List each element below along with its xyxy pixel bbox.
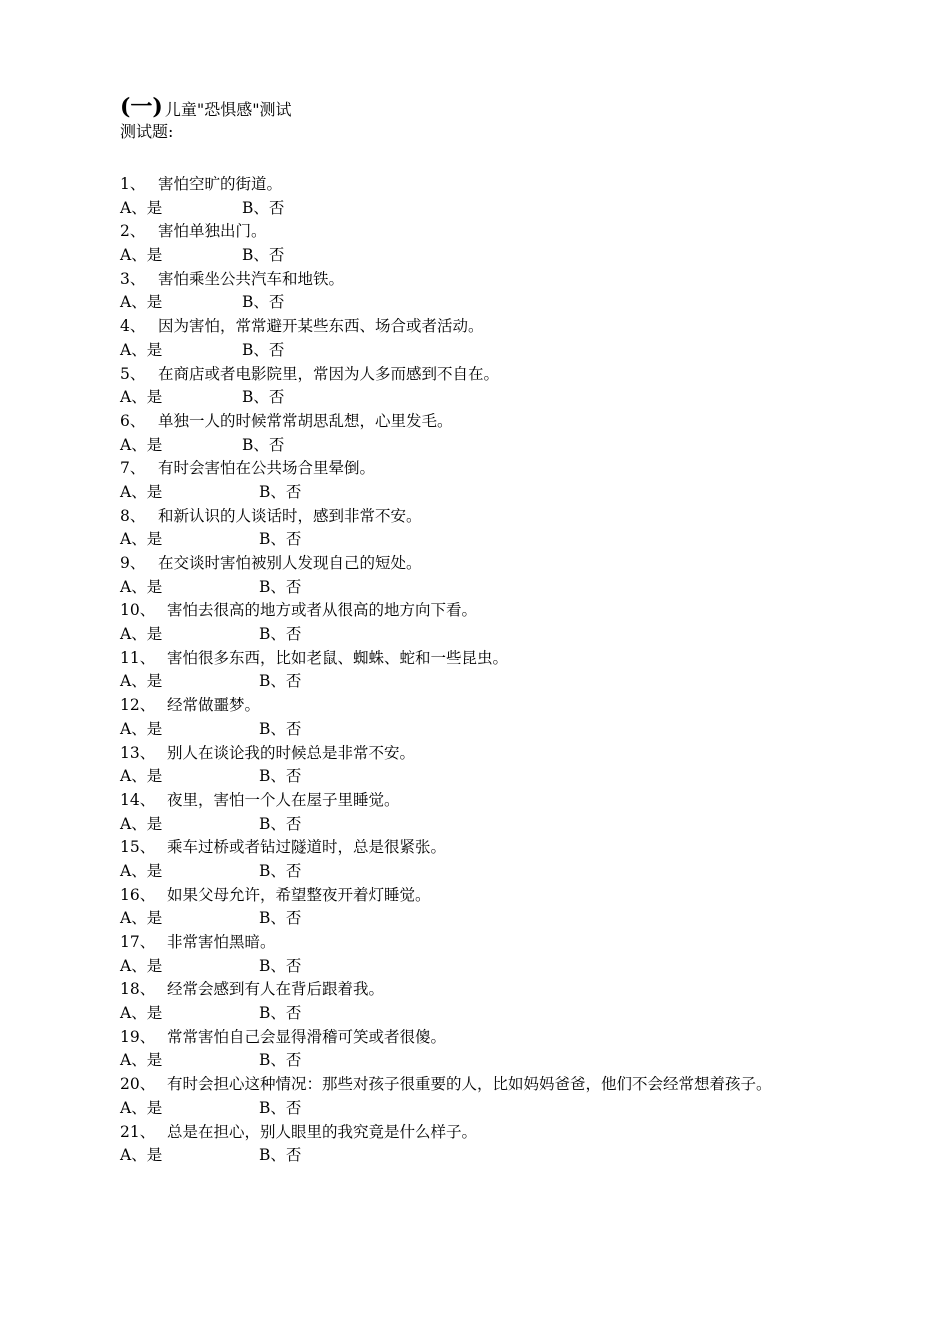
question-text: 夜里，害怕一个人在屋子里睡觉。 (167, 790, 400, 809)
option-b-no: B、否 (242, 340, 285, 359)
question-line (120, 220, 920, 244)
option-b-no: B、否 (259, 530, 302, 549)
option-b-no: B、否 (259, 1098, 302, 1117)
question-line (120, 457, 920, 481)
question-number: 11、 (120, 648, 156, 667)
option-a-yes: A、是 (120, 577, 163, 596)
answer-options (120, 528, 920, 552)
section-marker: (一) (120, 94, 163, 120)
question-line (120, 505, 920, 529)
document-content (120, 96, 920, 1168)
question-number: 9、 (120, 554, 146, 572)
question-list (120, 173, 920, 1168)
answer-options (120, 1097, 920, 1121)
option-b-no: B、否 (242, 435, 285, 454)
answer-options (120, 197, 920, 221)
option-a-yes: A、是 (120, 956, 163, 975)
option-b-no: B、否 (259, 482, 302, 501)
question-number: 6、 (120, 411, 146, 430)
question-line (120, 410, 920, 434)
answer-options (120, 244, 920, 268)
question-text: 非常害怕黑暗。 (167, 933, 276, 951)
option-b-no: B、否 (242, 198, 285, 217)
option-b-no: B、否 (259, 577, 302, 596)
question-line (120, 1073, 920, 1097)
option-a-yes: A、是 (120, 625, 163, 644)
option-b-no: B、否 (259, 719, 302, 738)
answer-options (120, 955, 920, 979)
option-a-yes: A、是 (120, 1004, 163, 1023)
question-line (120, 694, 920, 718)
question-number: 8、 (120, 506, 146, 525)
question-number: 18、 (120, 980, 156, 999)
question-line (120, 742, 920, 766)
question-number: 12、 (120, 696, 156, 715)
question-line (120, 931, 920, 955)
question-line (120, 884, 920, 908)
question-text: 害怕去很高的地方或者从很高的地方向下看。 (167, 601, 478, 620)
question-text: 有时会害怕在公共场合里晕倒。 (158, 459, 376, 478)
option-b-no: B、否 (259, 767, 302, 786)
option-b-no: B、否 (242, 388, 285, 407)
question-number: 10、 (120, 601, 156, 620)
question-line (120, 836, 920, 860)
question-line (120, 363, 920, 387)
section-subtitle: 测试题: (120, 122, 174, 141)
question-text: 经常会感到有人在背后跟着我。 (167, 980, 385, 999)
answer-options (120, 813, 920, 837)
question-number: 2、 (120, 222, 146, 241)
option-b-no: B、否 (259, 909, 302, 928)
question-line (120, 552, 920, 576)
option-b-no: B、否 (242, 293, 285, 312)
option-a-yes: A、是 (120, 814, 163, 833)
answer-options (120, 386, 920, 410)
option-b-no: B、否 (242, 246, 285, 265)
spacer (120, 144, 920, 173)
option-b-no: B、否 (259, 1004, 302, 1023)
question-text: 如果父母允许，希望整夜开着灯睡觉。 (167, 885, 431, 904)
option-a-yes: A、是 (120, 293, 163, 312)
option-a-yes: A、是 (120, 340, 163, 359)
answer-options (120, 670, 920, 694)
question-number: 1、 (120, 175, 146, 193)
question-line (120, 1121, 920, 1145)
question-number: 16、 (120, 885, 156, 904)
question-line (120, 315, 920, 339)
answer-options (120, 291, 920, 315)
heading-row (120, 96, 920, 120)
question-text: 乘车过桥或者钻过隧道时，总是很紧张。 (167, 838, 447, 857)
answer-options (120, 434, 920, 458)
question-number: 4、 (120, 317, 146, 336)
question-line (120, 173, 920, 197)
option-b-no: B、否 (259, 1146, 302, 1165)
question-number: 17、 (120, 933, 156, 951)
question-number: 14、 (120, 790, 156, 809)
option-b-no: B、否 (259, 861, 302, 880)
answer-options (120, 765, 920, 789)
question-text: 总是在担心，别人眼里的我究竟是什么样子。 (167, 1122, 478, 1141)
option-b-no: B、否 (259, 672, 302, 691)
option-b-no: B、否 (259, 625, 302, 644)
answer-options (120, 623, 920, 647)
question-number: 20、 (120, 1075, 156, 1094)
option-a-yes: A、是 (120, 198, 163, 217)
question-text: 害怕空旷的街道。 (158, 175, 283, 193)
option-a-yes: A、是 (120, 1146, 163, 1165)
question-line (120, 268, 920, 292)
answer-options (120, 576, 920, 600)
question-line (120, 599, 920, 623)
question-text: 别人在谈论我的时候总是非常不安。 (167, 743, 416, 762)
answer-options (120, 860, 920, 884)
question-line (120, 978, 920, 1002)
question-text: 在交谈时害怕被别人发现自己的短处。 (158, 554, 422, 572)
document-title: 儿童"恐惧感"测试 (164, 100, 292, 119)
question-text: 单独一人的时候常常胡思乱想，心里发毛。 (158, 411, 453, 430)
question-number: 5、 (120, 364, 146, 383)
option-a-yes: A、是 (120, 767, 163, 786)
question-text: 害怕单独出门。 (158, 222, 267, 241)
option-a-yes: A、是 (120, 482, 163, 501)
answer-options (120, 1049, 920, 1073)
question-text: 因为害怕，常常避开某些东西、场合或者活动。 (158, 317, 484, 336)
question-text: 害怕很多东西，比如老鼠、蜘蛛、蛇和一些昆虫。 (167, 648, 509, 667)
question-number: 3、 (120, 269, 146, 288)
option-a-yes: A、是 (120, 388, 163, 407)
option-a-yes: A、是 (120, 861, 163, 880)
question-text: 在商店或者电影院里，常因为人多而感到不自在。 (158, 364, 500, 383)
question-line (120, 647, 920, 671)
answer-options (120, 907, 920, 931)
option-a-yes: A、是 (120, 719, 163, 738)
question-text: 常常害怕自己会显得滑稽可笑或者很傻。 (167, 1027, 447, 1046)
question-number: 21、 (120, 1122, 156, 1141)
question-line (120, 789, 920, 813)
option-a-yes: A、是 (120, 672, 163, 691)
option-a-yes: A、是 (120, 435, 163, 454)
option-a-yes: A、是 (120, 909, 163, 928)
option-b-no: B、否 (259, 1051, 302, 1070)
answer-options (120, 718, 920, 742)
option-b-no: B、否 (259, 814, 302, 833)
option-a-yes: A、是 (120, 530, 163, 549)
question-number: 19、 (120, 1027, 156, 1046)
question-text: 有时会担心这种情况：那些对孩子很重要的人，比如妈妈爸爸，他们不会经常想着孩子。 (167, 1075, 772, 1094)
answer-options (120, 1002, 920, 1026)
option-b-no: B、否 (259, 956, 302, 975)
question-text: 害怕乘坐公共汽车和地铁。 (158, 269, 345, 288)
question-number: 13、 (120, 743, 156, 762)
question-text: 经常做噩梦。 (167, 696, 261, 715)
answer-options (120, 481, 920, 505)
answer-options (120, 1144, 920, 1168)
question-text: 和新认识的人谈话时，感到非常不安。 (158, 506, 422, 525)
option-a-yes: A、是 (120, 1098, 163, 1117)
question-line (120, 1026, 920, 1050)
answer-options (120, 339, 920, 363)
option-a-yes: A、是 (120, 1051, 163, 1070)
option-a-yes: A、是 (120, 246, 163, 265)
question-number: 15、 (120, 838, 156, 857)
question-number: 7、 (120, 459, 146, 478)
